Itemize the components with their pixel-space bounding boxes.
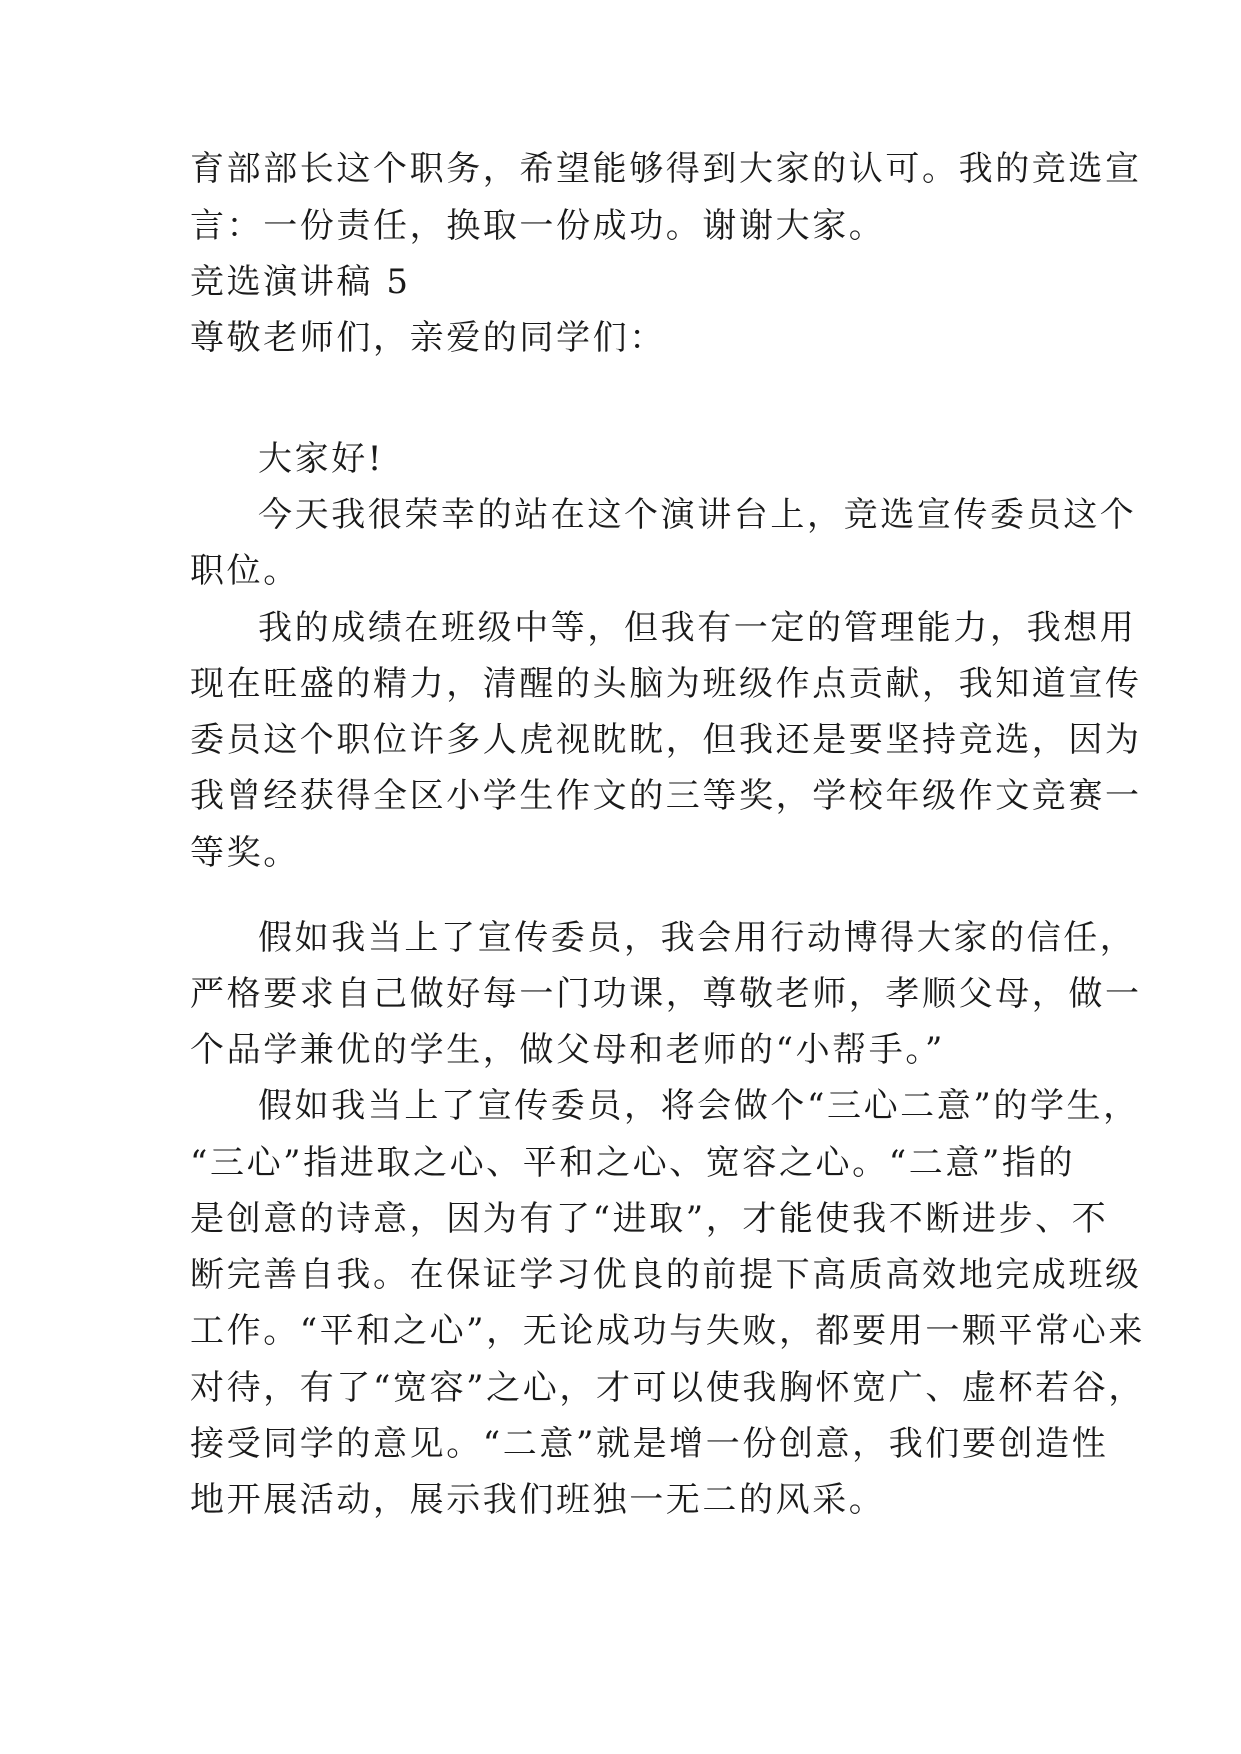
text-line: 地开展活动，展示我们班独一无二的风采。 <box>190 1480 886 1520</box>
section-heading: 竞选演讲稿 5 <box>190 262 411 302</box>
text-line: 接受同学的意见。“二意”就是增一份创意，我们要创造性 <box>190 1424 1109 1464</box>
text-line: 对待，有了“宽容”之心，才可以使我胸怀宽广、虚杯若谷， <box>190 1368 1145 1408</box>
text-line: 断完善自我。在保证学习优良的前提下高质高效地完成班级 <box>190 1255 1142 1295</box>
text-line: 今天我很荣幸的站在这个演讲台上，竞选宣传委员这个 <box>258 495 1137 535</box>
text-line: 假如我当上了宣传委员，我会用行动博得大家的信任， <box>258 918 1137 958</box>
text-line: “三心”指进取之心、平和之心、宽容之心。“二意”指的 <box>190 1143 1076 1183</box>
text-line: 委员这个职位许多人虎视眈眈，但我还是要坚持竞选，因为 <box>190 720 1142 760</box>
text-line: 我的成绩在班级中等，但我有一定的管理能力，我想用 <box>258 608 1137 648</box>
text-line: 严格要求自己做好每一门功课，尊敬老师，孝顺父母，做一 <box>190 974 1142 1014</box>
text-line: 等奖。 <box>190 833 300 873</box>
salutation: 尊敬老师们，亲爱的同学们： <box>190 318 666 358</box>
text-line: 工作。“平和之心”，无论成功与失败，都要用一颗平常心来 <box>190 1311 1145 1351</box>
text-line: 职位。 <box>190 551 300 591</box>
text-line: 现在旺盛的精力，清醒的头脑为班级作点贡献，我知道宣传 <box>190 664 1142 704</box>
text-line: 育部部长这个职务，希望能够得到大家的认可。我的竞选宣 <box>190 149 1142 189</box>
text-line: 个品学兼优的学生，做父母和老师的“小帮手。” <box>190 1030 945 1070</box>
text-line: 言：一份责任，换取一份成功。谢谢大家。 <box>190 206 886 246</box>
text-line: 假如我当上了宣传委员，将会做个“三心二意”的学生， <box>258 1086 1140 1126</box>
greeting: 大家好! <box>258 439 385 479</box>
text-line: 我曾经获得全区小学生作文的三等奖，学校年级作文竞赛一 <box>190 776 1142 816</box>
text-line: 是创意的诗意，因为有了“进取”，才能使我不断进步、不 <box>190 1199 1109 1239</box>
